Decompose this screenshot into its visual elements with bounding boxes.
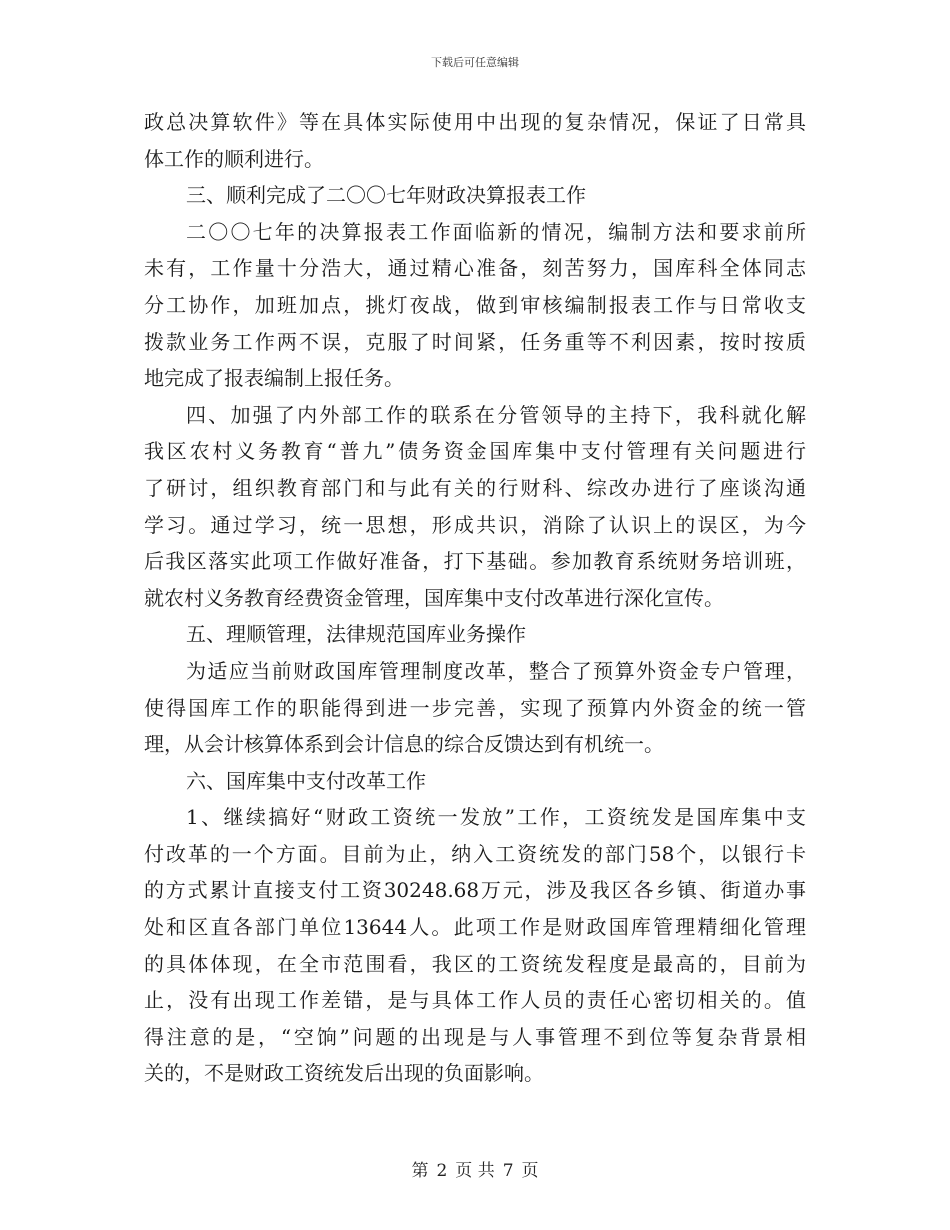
text-line: 使得国库工作的职能得到进一步完善，实现了预算内外资金的统一管 (144, 695, 806, 720)
page-footer-suffix: 页 (521, 1161, 539, 1181)
document-body (144, 104, 806, 1092)
text-line: 三、顺利完成了二〇〇七年财政决算报表工作 (186, 183, 586, 208)
text-line: 后我区落实此项工作做好准备，打下基础。参加教育系统财务培训班， (144, 549, 806, 574)
text-line: 五、理顺管理，法律规范国库业务操作 (186, 622, 526, 647)
text-line: 未有，工作量十分浩大，通过精心准备，刻苦努力，国库科全体同志 (144, 256, 806, 281)
text-line: 理，从会计核算体系到会计信息的综合反馈达到有机统一。 (144, 732, 664, 757)
page-footer (0, 1156, 950, 1181)
text-line: 体工作的顺利进行。 (144, 146, 324, 171)
text-line: 分工协作，加班加点，挑灯夜战，做到审核编制报表工作与日常收支 (144, 292, 806, 317)
text-line: 我区农村义务教育“普九”债务资金国库集中支付管理有关问题进行 (144, 439, 806, 464)
text-line: 四、加强了内外部工作的联系在分管领导的主持下，我科就化解 (186, 402, 806, 427)
text-line: 的方式累计直接支付工资30248.68万元，涉及我区各乡镇、街道办事 (144, 878, 806, 903)
text-line: 二〇〇七年的决算报表工作面临新的情况，编制方法和要求前所 (186, 219, 806, 244)
page-footer-prefix: 第 (411, 1161, 429, 1181)
text-line: 政总决算软件》等在具体实际使用中出现的复杂情况，保证了日常具 (144, 110, 806, 134)
text-line: 拨款业务工作两不误，克服了时间紧，任务重等不利因素，按时按质 (144, 329, 806, 354)
header-note: 下载后可任意编辑 (431, 56, 519, 69)
page-total: 7 (502, 1161, 514, 1181)
text-line: 1、继续搞好“财政工资统一发放”工作，工资统发是国库集中支 (186, 805, 806, 830)
text-line: 得注意的是，“空饷”问题的出现是与人事管理不到位等复杂背景相 (144, 1024, 806, 1049)
text-line: 处和区直各部门单位13644人。此项工作是财政国库管理精细化管理 (144, 915, 806, 940)
text-line: 为适应当前财政国库管理制度改革，整合了预算外资金专户管理， (186, 658, 806, 683)
text-line: 的具体体现，在全市范围看，我区的工资统发程度是最高的，目前为 (144, 951, 806, 976)
text-line: 付改革的一个方面。目前为止，纳入工资统发的部门58个，以银行卡 (144, 841, 806, 866)
text-line: 止，没有出现工作差错，是与具体工作人员的责任心密切相关的。值 (144, 988, 806, 1013)
text-line: 学习。通过学习，统一思想，形成共识，消除了认识上的误区，为今 (144, 512, 806, 537)
text-line: 地完成了报表编制上报任务。 (144, 366, 404, 391)
text-line: 六、国库集中支付改革工作 (186, 768, 426, 793)
text-line: 了研讨，组织教育部门和与此有关的行财科、综改办进行了座谈沟通 (144, 475, 806, 500)
text-line: 就农村义务教育经费资金管理，国库集中支付改革进行深化宣传。 (144, 585, 724, 610)
page-footer-middle: 页 共 (455, 1161, 495, 1181)
text-line: 关的，不是财政工资统发后出现的负面影响。 (144, 1061, 544, 1086)
page-number: 2 (436, 1161, 448, 1181)
